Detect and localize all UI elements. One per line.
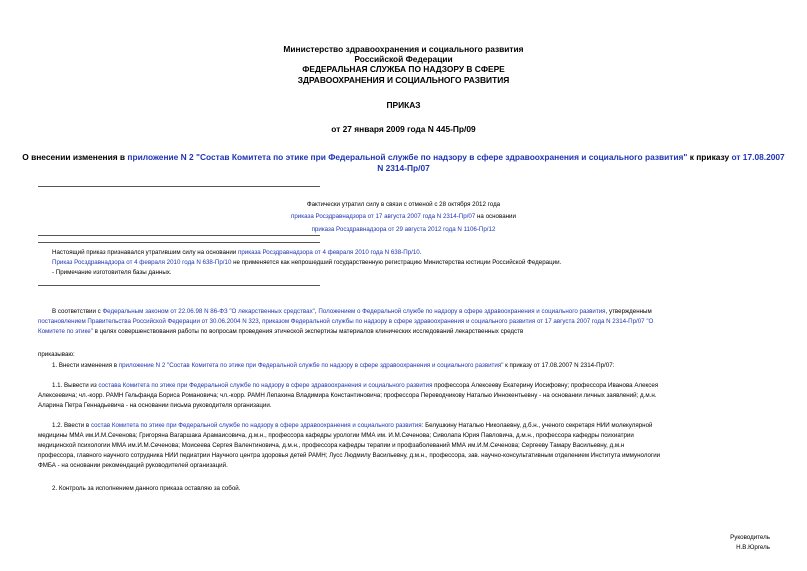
clause-1-2-line-1	[38, 421, 773, 431]
text: 1.2. Ввести в	[52, 422, 91, 429]
title-link-appendix[interactable]: приложение N 2 "Состав Комитета по этике при Федеральной службе по надзору в сфере здравоохранения и социального развития"	[127, 152, 688, 162]
clause-1-2-line-4: профессора, главного научного сотрудника НИИ педиатрии Научного центра здоровья детей РАМН; Лусс Людмилу Васильевну, д.м.н., профессора, зав. научно-консультативным отделением Института иммунологии	[38, 452, 661, 460]
clause-1	[38, 361, 773, 371]
editor-note	[52, 248, 792, 278]
text: В соответствии с	[52, 308, 103, 315]
clause-1-2-line-3: медицинской психологии ММА им.И.М.Сеченова; Моисеева Сергея Валентиновича, д.м.н., профессора кафедры терапии и профзаболеваний ММА им.И.М.Сеченова; Сергееву Тамару Васильевну, д.м.н	[38, 442, 625, 450]
clause-1-1-line-2: Алексеевича; чл.-корр. РАМН Гельфанда Бориса Романовича; чл.-корр. РАМН Лепахина Владимира Константиновича; профессора Переводчикову Наталью Иннокентьевну - на основании личных заявлений; д.м.н.	[38, 392, 657, 400]
note-line-1-suffix: .	[419, 249, 422, 256]
note-link-638-a[interactable]: приказа Росздравнадзора от 4 февраля 2010 года N 638-Пр/10	[237, 249, 420, 256]
signature-block	[730, 533, 770, 553]
ministry-name-line-1: Министерство здравоохранения и социального развития	[283, 44, 524, 54]
lost-force-link-1106[interactable]: приказа Росздравнадзора от 29 августа 2012 года N 1106-Пр/12	[311, 225, 496, 233]
text: , утвержденным	[605, 308, 652, 315]
signatory-name: Н.В.Юргель	[736, 544, 770, 551]
lost-force-link-2314[interactable]: приказа Росздравнадзора от 17 августа 2007 года N 2314-Пр/07	[291, 213, 476, 221]
clause-1-2-line-2: медицины ММА им.И.М.Сеченова; Григоряна Вагаршака Арамаисовича, д.м.н., профессора кафедры урологии ММА им. И.М.Сеченова; Сиволапа Юрия Павловича, д.м.н., профессора кафедры психиатрии	[38, 432, 634, 440]
note-link-638-b[interactable]: Приказ Росздравнадзора от 4 февраля 2010 года N 638-Пр/10	[52, 259, 232, 266]
note-line-1-prefix: Настоящий приказ признавался утратившим силу на основании	[52, 249, 238, 256]
link-regulation[interactable]: Положением о Федеральной службе по надзору в сфере здравоохранения и социального развития	[318, 308, 606, 315]
lost-force-line-1: Фактически утратил силу в связи с отменой с 28 октября 2012 года	[306, 201, 501, 208]
link-appendix-2[interactable]: приложение N 2 "Состав Комитета по этике при Федеральной службе по надзору в сфере здравоохранения и социального развития"	[118, 362, 504, 369]
note-line-2	[52, 258, 792, 268]
preamble-line-1	[38, 307, 773, 317]
text: : Белушкину Наталью Николаевну, д.б.н., ученого секретаря НИИ молекулярной	[421, 422, 653, 429]
title-link-order[interactable]: от 17.08.2007 N 2314-Пр/07	[377, 152, 785, 173]
divider	[38, 242, 320, 243]
link-committee-composition-2[interactable]: состав Комитета по этике при Федеральной службе по надзору в сфере здравоохранения и социального развития	[90, 422, 422, 429]
link-government-resolution[interactable]: постановлением Правительства Российской Федерации от 30.06.2004 N 323	[38, 318, 259, 326]
order-word	[38, 350, 773, 360]
document-title	[20, 152, 787, 173]
text: к приказу от 17.08.2007 N 2314-Пр/07:	[503, 362, 615, 369]
clause-2	[38, 484, 773, 494]
clause-1-line	[38, 361, 773, 371]
preamble-line-2	[38, 317, 773, 327]
clause-1-2	[38, 421, 773, 471]
text: профессора Алексееву Екатерину Иосифовну; профессора Иванова Алексея	[432, 382, 659, 389]
text: ,	[314, 308, 319, 315]
lost-force-notice	[0, 199, 807, 236]
clause-1-1-line-3: Аларина Петра Геннадьевича - на основании письма руководителя организации.	[38, 402, 272, 410]
link-committee-composition[interactable]: состава Комитета по этике при Федеральной службе по надзору в сфере здравоохранения и социального развития	[98, 382, 433, 389]
service-name-line-2: ЗДРАВООХРАНЕНИЯ И СОЦИАЛЬНОГО РАЗВИТИЯ	[297, 74, 510, 85]
link-ethics-committee[interactable]: Комитете по этике"	[38, 328, 93, 336]
lost-force-line-2	[0, 211, 807, 223]
divider	[38, 186, 320, 187]
link-order-2314[interactable]: приказом Федеральной службы по надзору в сфере здравоохранения и социального развития от 17 августа 2007 года N 2314-Пр/07 "О	[262, 318, 654, 326]
ministry-name-line-2: Российской Федерации	[354, 54, 453, 65]
lost-force-line-2-suffix: на основании	[475, 213, 516, 221]
clause-1-1	[38, 381, 773, 411]
divider	[38, 285, 320, 286]
prikazyvayu-text: приказываю:	[38, 351, 75, 358]
signatory-position: Руководитель	[730, 534, 770, 541]
text: в целях совершенствования работы по вопросам проведения этической экспертизы материалов клинических исследований лекарственных средств	[92, 328, 524, 336]
document-type: ПРИКАЗ	[386, 100, 421, 110]
document-header	[0, 44, 807, 85]
note-line-2-suffix: не применяется как непрошедший государственную регистрацию Министерства юстиции Российской Федерации.	[231, 259, 562, 266]
clause-1-2-line-5: ФМБА - на основании рекомендаций руководителей организаций.	[38, 462, 228, 470]
clause-1-1-line-1	[38, 381, 773, 391]
divider	[38, 235, 320, 236]
document-date-number: от 27 января 2009 года N 445-Пр/09	[331, 124, 476, 134]
clause-2-line: 2. Контроль за исполнением данного приказа оставляю за собой.	[52, 485, 241, 492]
note-line-1	[52, 248, 792, 258]
text: ,	[258, 318, 263, 326]
preamble-paragraph	[38, 307, 773, 337]
text: 1. Внести изменения в	[52, 362, 119, 369]
link-federal-law[interactable]: Федеральным законом от 22.06.98 N 86-ФЗ "О лекарственных средствах"	[102, 308, 315, 315]
preamble-line-3	[38, 327, 773, 337]
title-prefix: О внесении изменения в	[22, 152, 128, 162]
text: 1.1. Вывести из	[52, 382, 99, 389]
note-line-3: - Примечание изготовителя базы данных.	[52, 269, 172, 276]
service-name-line-1: ФЕДЕРАЛЬНАЯ СЛУЖБА ПО НАДЗОРУ В СФЕРЕ	[302, 64, 505, 75]
title-mid: к приказу	[687, 152, 732, 162]
